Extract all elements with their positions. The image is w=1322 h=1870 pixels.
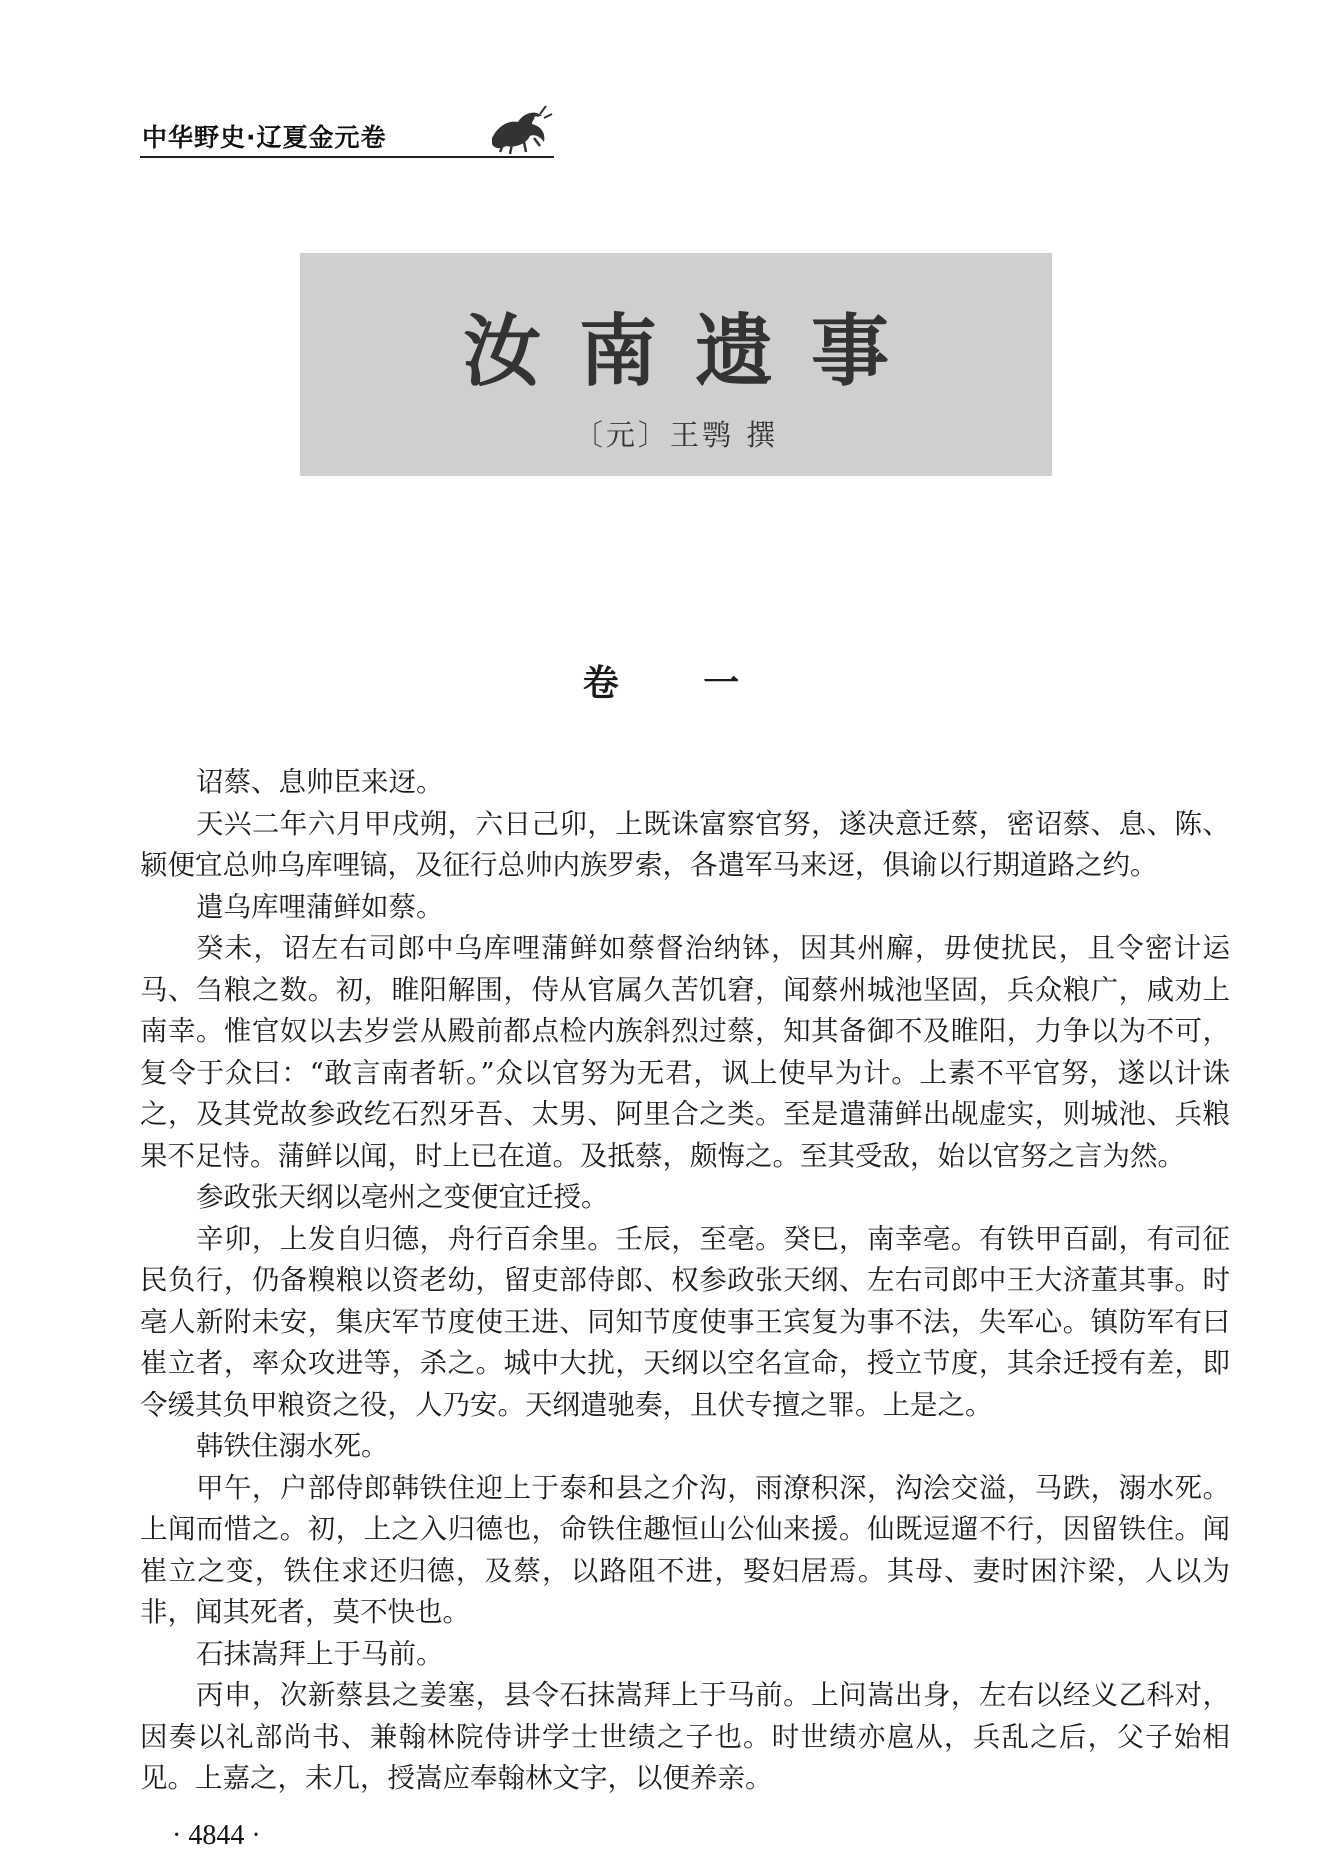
paragraph-summary: 遣乌库哩蒲鲜如蔡。 <box>196 890 444 923</box>
paragraph-summary: 石抹嵩拜上于马前。 <box>196 1637 444 1670</box>
series-title: 中华野史·辽夏金元卷 <box>142 123 387 152</box>
title-panel <box>300 253 1052 476</box>
paragraph-body: 天兴二年六月甲戌朔，六日己卯，上既诛富察官努，遂决意迁蔡，密诏蔡、息、陈、颍便宜总帅乌库哩镐，及征行总帅内族罗索，各遣军马来迓，俱谕以行期道路之约。 <box>140 807 1230 881</box>
author-line: 〔元〕王鹗 撰 <box>573 418 779 452</box>
paragraph-summary: 参政张天纲以亳州之变便宜迁授。 <box>196 1181 609 1213</box>
chapter-heading: 卷 一 <box>582 663 776 704</box>
dragon-emblem-icon <box>484 98 554 156</box>
paragraph-body: 辛卯，上发自归德，舟行百余里。壬辰，至亳。癸巳，南幸亳。有铁甲百副，有司征民负行，仍备糗粮以资老幼，留吏部侍郎、权参政张天纲、左右司郎中王大济董其事。时亳人新附未安，集庆军节度使王进、同知节度使事王宾复为事不法，失军心。镇防军有曰崔立者，率众攻进等，杀之。城中大扰，天纲以空名宣命，授立节度，其余迁授有差，即令缓其负甲粮资之役，人乃安。天纲遣驰奏，且伏专擅之罪。上是之。 <box>140 1222 1230 1421</box>
paragraph-body: 丙申，次新蔡县之姜塞，县令石抹嵩拜上于马前。上问嵩出身，左右以经义乙科对，因奏以礼部尚书、兼翰林院侍讲学士世绩之子也。时世绩亦扈从，兵乱之后，父子始相见。上嘉之，未几，授嵩应奉翰林文字，以便养亲。 <box>140 1679 1230 1794</box>
work-title: 汝南遗事 <box>462 306 927 397</box>
paragraph-summary: 韩铁住溺水死。 <box>196 1430 389 1462</box>
page-number: · 4844 · <box>172 1820 261 1851</box>
paragraph-body: 甲午，户部侍郎韩铁住迎上于泰和县之介沟，雨潦积深，沟浍交溢，马跌，溺水死。上闻而惜之。初，上之入归德也，命铁住趣恒山公仙来援。仙既逗遛不行，因留铁住。闻崔立之变，铁住求还归德，及蔡，以路阻不进，娶妇居焉。其母、妻时困汴梁，人以为非，闻其死者，莫不快也。 <box>140 1471 1230 1628</box>
paragraph-body: 癸未，诏左右司郎中乌库哩蒲鲜如蔡督治纳钵，因其州廨，毋使扰民，且令密计运马、刍粮之数。初，睢阳解围，侍从官属久苦饥窘，闻蔡州城池坚固，兵众粮广，咸劝上南幸。惟官奴以去岁尝从殿前都点检内族斜烈过蔡，知其备御不及睢阳，力争以为不可，复令于众曰：“敢言南者斩。”众以官努为无君，讽上使早为计。上素不平官努，遂以计诛之，及其党故参政纥石烈牙吾、太男、阿里合之类。至是遣蒲鲜出觇虚实，则城池、兵粮果不足恃。蒲鲜以闻，时上已在道。及抵蔡，颇悔之。至其受敌，始以官努之言为然。 <box>140 932 1230 1172</box>
main-text <box>140 762 1230 1800</box>
paragraph-summary: 诏蔡、息帅臣来迓。 <box>196 766 444 798</box>
